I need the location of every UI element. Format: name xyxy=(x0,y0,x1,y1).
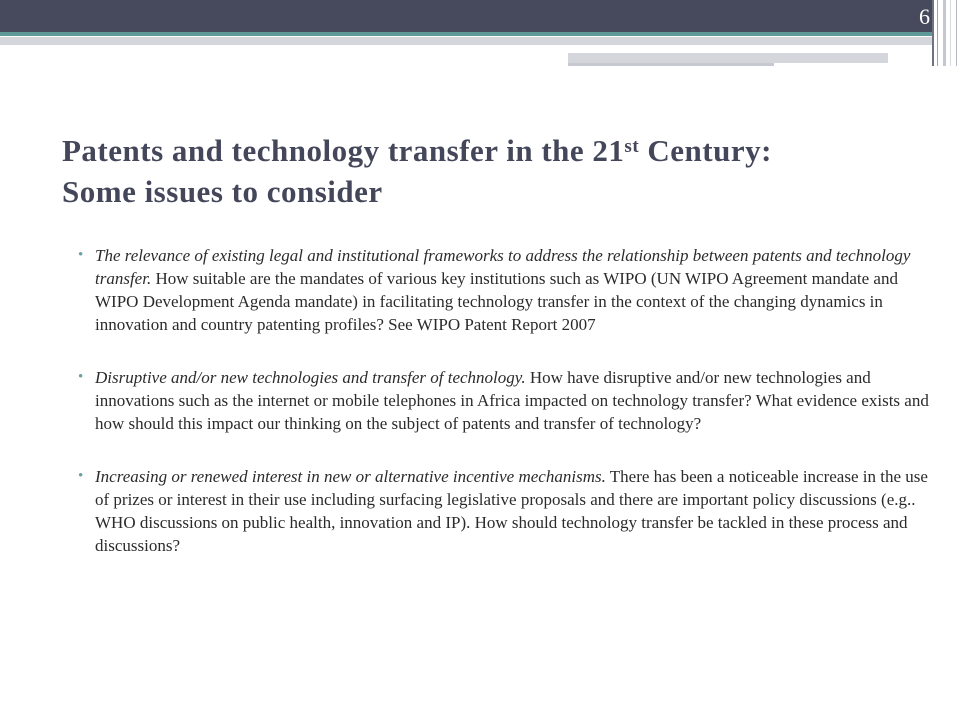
bullet-lead: Increasing or renewed interest in new or alternative incentive mechanisms. xyxy=(95,467,606,486)
slide-title xyxy=(62,130,922,212)
title-line1-text: Patents and technology transfer in the 21 xyxy=(62,133,625,168)
decor-vertical-line xyxy=(937,0,938,66)
bullet-item xyxy=(78,366,938,435)
header-grey-strip-short xyxy=(568,53,888,63)
bullet-lead: Disruptive and/or new technologies and transfer of technology. xyxy=(95,368,526,387)
title-superscript: st xyxy=(624,136,640,157)
slide-number: 6 xyxy=(919,4,930,29)
bullet-body: How have disruptive and/or new technologies and innovations such as the internet or mobile telephones in Africa impacted on technology transfer? What evidence exists and how should this impact our thinking on the subject of patents and transfer of technology? xyxy=(95,368,929,433)
bullet-dot-icon: • xyxy=(78,369,84,385)
bullet-body: There has been a noticeable increase in the use of prizes or interest in their use including surfacing legislative proposals and there are important policy discussions (e.g.. WHO discussions on public health, innovation and IP). How should technology transfer be tackled in these process and discussions? xyxy=(95,467,928,555)
title-line2-text: Some issues to consider xyxy=(62,174,383,209)
decor-vertical-line xyxy=(956,0,957,66)
bullet-lead: The relevance of existing legal and institutional frameworks to address the relationship between patents and technology transfer. xyxy=(95,246,911,288)
header-accent-line xyxy=(0,32,932,36)
bullet-dot-icon: • xyxy=(78,247,84,263)
bullet-list xyxy=(78,244,938,587)
bullet-dot-icon: • xyxy=(78,468,84,484)
header-band xyxy=(0,0,932,32)
bullet-item xyxy=(78,244,938,336)
title-line1-end: Century: xyxy=(639,133,772,168)
decor-vertical-line xyxy=(950,0,951,66)
bullet-item xyxy=(78,465,938,557)
bullet-body: How suitable are the mandates of various key institutions such as WIPO (UN WIPO Agreement mandate and WIPO Development Agenda mandate) in facilitating technology transfer in the context of the changing dynamics in innovation and country patenting profiles? See WIPO Patent Report 2007 xyxy=(95,269,898,334)
header-grey-strip xyxy=(0,37,932,45)
decor-vertical-line xyxy=(943,0,946,66)
decor-vertical-line xyxy=(932,0,934,66)
header-grey-strip-shorter xyxy=(568,63,774,66)
